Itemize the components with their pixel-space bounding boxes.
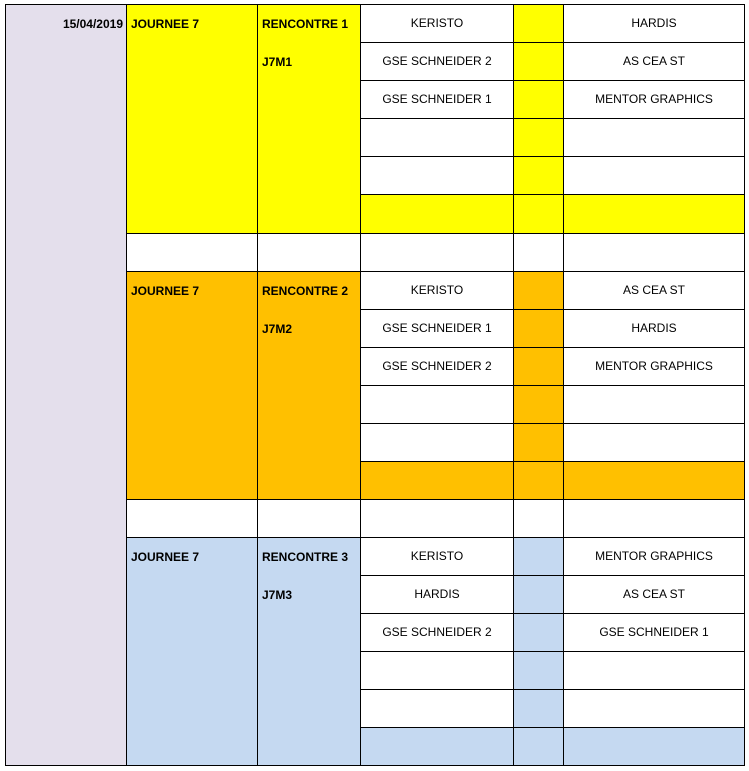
spacer-cell[interactable] bbox=[563, 233, 745, 272]
away-team-1-5[interactable] bbox=[563, 156, 745, 195]
home-team-3-1[interactable]: KERISTO bbox=[360, 537, 514, 576]
score-cell-3-4[interactable] bbox=[513, 651, 564, 690]
away-team-1-1[interactable]: HARDIS bbox=[563, 4, 745, 43]
home-team-1-1[interactable]: KERISTO bbox=[360, 4, 514, 43]
score-cell-2-4[interactable] bbox=[513, 385, 564, 424]
home-team-2-2[interactable]: GSE SCHNEIDER 1 bbox=[360, 309, 514, 348]
home-team-3-6[interactable] bbox=[360, 727, 514, 766]
date-cell[interactable]: 15/04/2019 bbox=[5, 4, 127, 766]
away-team-1-6[interactable] bbox=[563, 194, 745, 234]
away-team-1-2[interactable]: AS CEA ST bbox=[563, 42, 745, 81]
home-team-3-3[interactable]: GSE SCHNEIDER 2 bbox=[360, 613, 514, 652]
score-cell-2-1[interactable] bbox=[513, 271, 564, 310]
score-cell-3-5[interactable] bbox=[513, 689, 564, 728]
home-team-3-5[interactable] bbox=[360, 689, 514, 728]
score-cell-1-2[interactable] bbox=[513, 42, 564, 81]
spacer-cell[interactable] bbox=[360, 233, 514, 272]
away-team-2-3[interactable]: MENTOR GRAPHICS bbox=[563, 347, 745, 386]
home-team-1-6[interactable] bbox=[360, 194, 514, 234]
journee-label-2: JOURNEE 7 bbox=[131, 284, 200, 298]
score-cell-3-3[interactable] bbox=[513, 613, 564, 652]
score-cell-1-1[interactable] bbox=[513, 4, 564, 43]
score-cell-2-3[interactable] bbox=[513, 347, 564, 386]
home-team-2-6[interactable] bbox=[360, 461, 514, 500]
home-team-1-2[interactable]: GSE SCHNEIDER 2 bbox=[360, 42, 514, 81]
home-team-1-5[interactable] bbox=[360, 156, 514, 195]
home-team-3-4[interactable] bbox=[360, 651, 514, 690]
journee-cell-3[interactable] bbox=[126, 537, 258, 766]
away-team-3-4[interactable] bbox=[563, 651, 745, 690]
score-cell-1-6[interactable] bbox=[513, 194, 564, 234]
match-code-3: J7M3 bbox=[262, 588, 293, 602]
rencontre-cell-1[interactable] bbox=[257, 4, 361, 234]
score-cell-2-5[interactable] bbox=[513, 423, 564, 462]
journee-cell-2[interactable] bbox=[126, 271, 258, 500]
away-team-2-4[interactable] bbox=[563, 385, 745, 424]
away-team-3-6[interactable] bbox=[563, 727, 745, 766]
away-team-3-1[interactable]: MENTOR GRAPHICS bbox=[563, 537, 745, 576]
rencontre-cell-3[interactable] bbox=[257, 537, 361, 766]
score-cell-3-1[interactable] bbox=[513, 537, 564, 576]
rencontre-label-1: RENCONTRE 1 bbox=[262, 17, 349, 31]
away-team-3-3[interactable]: GSE SCHNEIDER 1 bbox=[563, 613, 745, 652]
match-code-2: J7M2 bbox=[262, 322, 293, 336]
journee-cell-1[interactable] bbox=[126, 4, 258, 234]
score-cell-1-5[interactable] bbox=[513, 156, 564, 195]
away-team-2-1[interactable]: AS CEA ST bbox=[563, 271, 745, 310]
score-cell-3-6[interactable] bbox=[513, 727, 564, 766]
journee-label-3: JOURNEE 7 bbox=[131, 550, 200, 564]
home-team-1-3[interactable]: GSE SCHNEIDER 1 bbox=[360, 80, 514, 119]
spacer-cell[interactable] bbox=[513, 233, 564, 272]
home-team-2-5[interactable] bbox=[360, 423, 514, 462]
spacer-cell[interactable] bbox=[563, 499, 745, 538]
away-team-1-3[interactable]: MENTOR GRAPHICS bbox=[563, 80, 745, 119]
spacer-cell[interactable] bbox=[360, 499, 514, 538]
score-cell-3-2[interactable] bbox=[513, 575, 564, 614]
away-team-2-2[interactable]: HARDIS bbox=[563, 309, 745, 348]
rencontre-label-2: RENCONTRE 2 bbox=[262, 284, 349, 298]
spacer-cell[interactable] bbox=[257, 233, 361, 272]
schedule-sheet bbox=[5, 4, 745, 766]
away-team-3-2[interactable]: AS CEA ST bbox=[563, 575, 745, 614]
journee-label-1: JOURNEE 7 bbox=[131, 17, 200, 31]
score-cell-1-3[interactable] bbox=[513, 80, 564, 119]
away-team-2-6[interactable] bbox=[563, 461, 745, 500]
rencontre-cell-2[interactable] bbox=[257, 271, 361, 500]
home-team-2-4[interactable] bbox=[360, 385, 514, 424]
away-team-3-5[interactable] bbox=[563, 689, 745, 728]
score-cell-1-4[interactable] bbox=[513, 118, 564, 157]
home-team-2-3[interactable]: GSE SCHNEIDER 2 bbox=[360, 347, 514, 386]
rencontre-label-3: RENCONTRE 3 bbox=[262, 550, 349, 564]
away-team-1-4[interactable] bbox=[563, 118, 745, 157]
spacer-cell[interactable] bbox=[126, 499, 258, 538]
spacer-cell[interactable] bbox=[257, 499, 361, 538]
match-code-1: J7M1 bbox=[262, 55, 293, 69]
score-cell-2-2[interactable] bbox=[513, 309, 564, 348]
spacer-cell[interactable] bbox=[513, 499, 564, 538]
score-cell-2-6[interactable] bbox=[513, 461, 564, 500]
home-team-1-4[interactable] bbox=[360, 118, 514, 157]
home-team-2-1[interactable]: KERISTO bbox=[360, 271, 514, 310]
away-team-2-5[interactable] bbox=[563, 423, 745, 462]
spacer-cell[interactable] bbox=[126, 233, 258, 272]
home-team-3-2[interactable]: HARDIS bbox=[360, 575, 514, 614]
